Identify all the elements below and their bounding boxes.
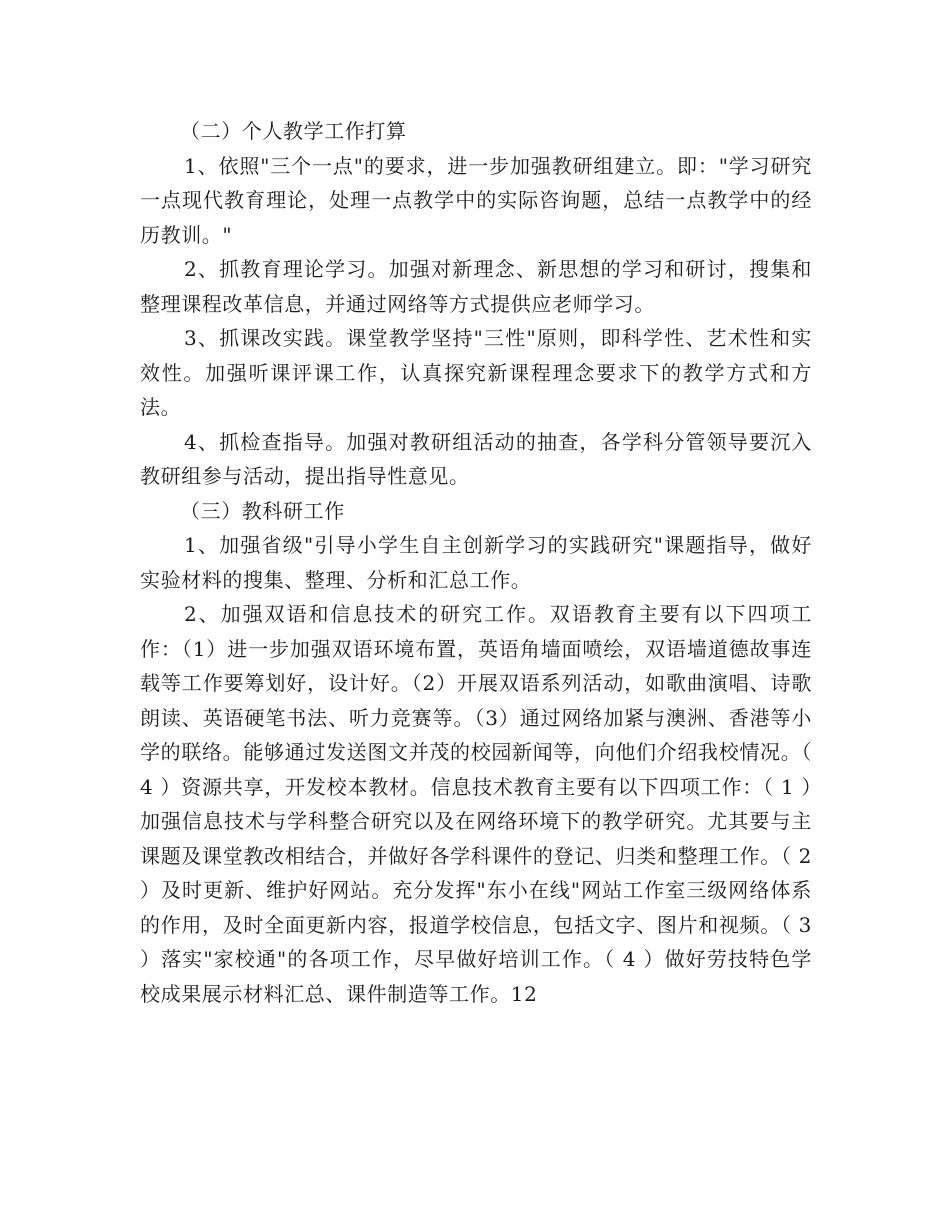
document-page bbox=[140, 114, 812, 1011]
section-heading-research-work: （三）教科研工作 bbox=[180, 498, 345, 523]
section-heading-personal-plan: （二）个人教学工作打算 bbox=[180, 119, 407, 143]
paragraph-item-4: 4、抓检查指导。加强对教研组活动的抽查，各学科分管领导要沉入教研组参与活动，提出指导性意见。 bbox=[140, 429, 812, 488]
paragraph-item-3: 3、抓课改实践。课堂教学坚持"三性"原则，即科学性、艺术性和实效性。加强听课评课工作，认真探究新课程理念要求下的教学方式和方法。 bbox=[140, 326, 812, 419]
paragraph-item-2: 2、抓教育理论学习。加强对新理念、新思想的学习和研讨，搜集和整理课程改革信息，并通过网络等方式提供应老师学习。 bbox=[140, 257, 812, 316]
paragraph-item-1: 1、依照"三个一点"的要求，进一步加强教研组建立。即："学习研究一点现代教育理论，处理一点教学中的实际咨询题，总结一点教学中的经历教训。" bbox=[140, 153, 812, 247]
paragraph-research-2: 2、加强双语和信息技术的研究工作。双语教育主要有以下四项工作：（1）进一步加强双语环境布置，英语角墙面喷绘，双语墙道德故事连载等工作要筹划好，设计好。（2）开展双语系列活动，如歌曲演唱、诗歌朗读、英语硬笔书法、听力竞赛等。（3）通过网络加紧与澳洲、香港等小学的联络。能够通过发送图文并茂的校园新闻等，向他们介绍我校情况。（ 4 ）资源共享，开发校本教材。信息技术教育主要有以下四项工作：（ 1 ）加强信息技术与学科整合研究以及在网络环境下的教学研究。尤其要与主课题及课堂教改相结合，并做好各学科课件的登记、归类和整理工作。（ 2 ）及时更新、维护好网站。充分发挥"东小在线"网站工作室三级网络体系的作用，及时全面更新内容，报道学校信息，包括文字、图片和视频。（ 3 ）落实"家校通"的各项工作，尽早做好培训工作。（ 4 ）做好劳技特色学校成果展示材料汇总、课件制造等工作。12 bbox=[140, 602, 812, 1006]
paragraph-research-1: 1、加强省级"引导小学生自主创新学习的实践研究"课题指导，做好实验材料的搜集、整理、分析和汇总工作。 bbox=[140, 533, 812, 592]
